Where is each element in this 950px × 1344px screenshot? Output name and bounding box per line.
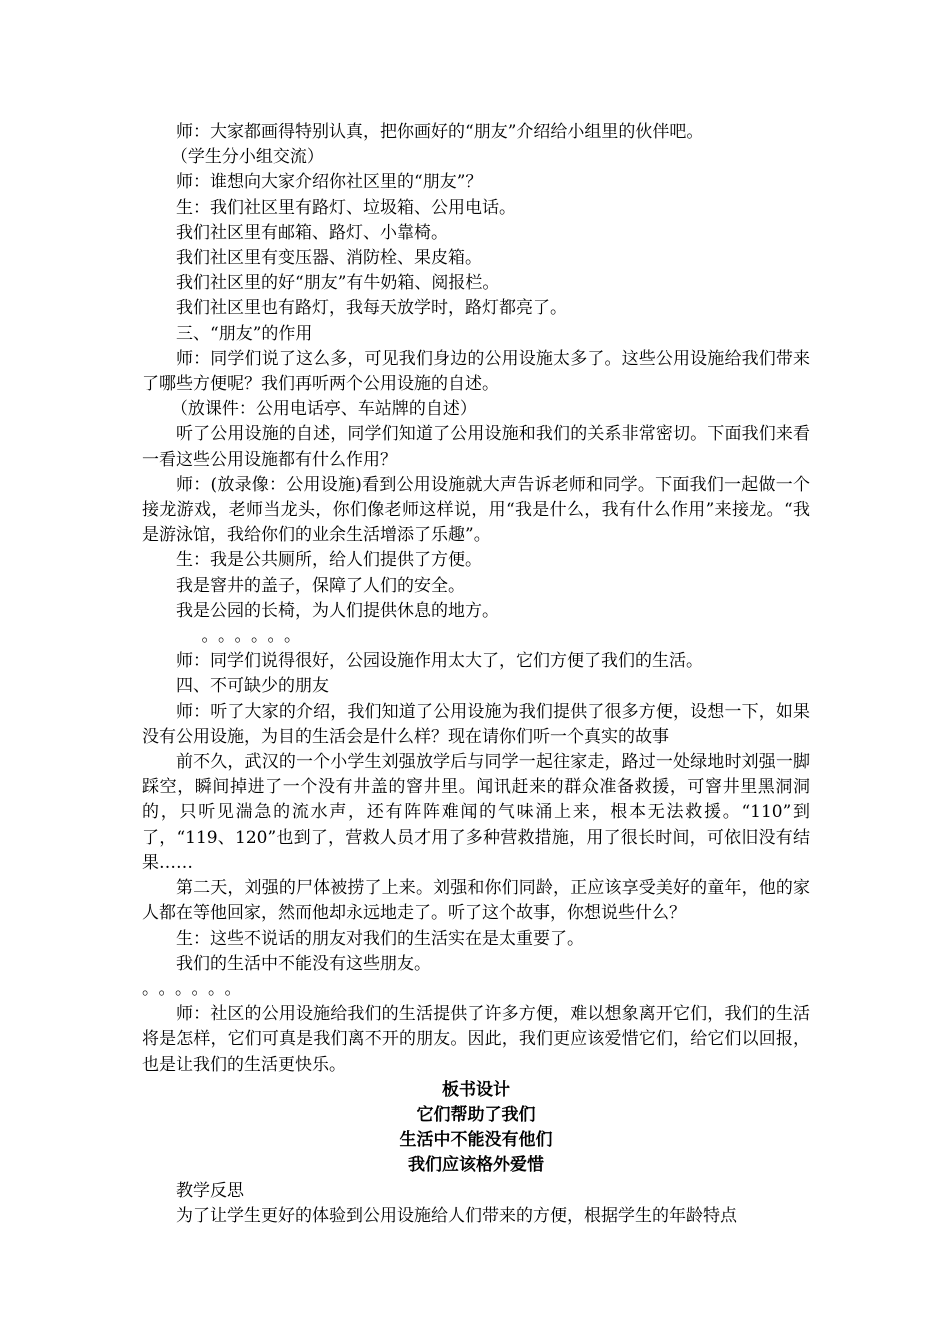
paragraph-teacher-question: 师：谁想向大家介绍你社区里的“朋友”？: [176, 172, 483, 193]
section-heading-three: 三、“朋友”的作用: [176, 323, 313, 344]
board-line-3: 我们应该格外爱惜: [408, 1155, 544, 1176]
paragraph-courseware: （放课件：公用电话亭、车站牌的自述）: [170, 399, 477, 420]
paragraph-student-relay-1: 生：我是公共厕所，给人们提供了方便。: [176, 550, 482, 571]
paragraph-teacher-imagine: 师：听了大家的介绍，我们知道了公用设施为我们提供了很多方便，设想一下，如果没有公用设施，为目的生活会是什么样？现在请你们听一个真实的故事: [142, 701, 810, 747]
paragraph-teacher-praise: 师：同学们说得很好，公园设施作用太大了，它们方便了我们的生活。: [176, 651, 703, 672]
paragraph-story-ending: 第二天，刘强的尸体被捞了上来。刘强和你们同龄，正应该享受美好的童年，他的家人都在等他回家，然而他却永远地走了。听了这个故事，你想说些什么？: [142, 878, 810, 924]
paragraph-group-exchange: （学生分小组交流）: [170, 147, 324, 168]
paragraph-student-answer-5: 我们社区里也有路灯，我每天放学时，路灯都亮了。: [176, 298, 567, 319]
paragraph-relay-game: 师：(放录像：公用设施)看到公用设施就大声告诉老师和同学。下面我们一起做一个接龙游戏，老师当龙头，你们像老师这样说，用“我是什么，我有什么作用”来接龙。“我是游泳馆，我给你们的业余生活增添了乐趣”。: [142, 474, 810, 546]
paragraph-story: 前不久，武汉的一个小学生刘强放学后与同学一起往家走，路过一处绿地时刘强一脚踩空，瞬间掉进了一个没有井盖的窨井里。闻讯赶来的群众准备救援，可窨井里黑洞洞的，只听见湍急的流水声，还有阵阵难闻的气味涌上来，根本无法救援。“110”到了，“119、120”也到了，营救人员才用了多种营救措施，用了很长时间，可依旧没有结果……: [142, 752, 810, 873]
paragraph-student-answer-2: 我们社区里有邮箱、路灯、小靠椅。: [176, 222, 448, 243]
paragraph-student-relay-2: 我是窨井的盖子，保障了人们的安全。: [176, 575, 465, 596]
board-line-2: 生活中不能没有他们: [399, 1130, 553, 1151]
paragraph-student-relay-3: 我是公园的长椅，为人们提供休息的地方。: [176, 600, 499, 621]
document-page: [142, 120, 810, 1229]
ellipsis-dots-1: 。。。。。。: [201, 626, 309, 647]
paragraph-teacher-intro: 师：大家都画得特别认真，把你画好的“朋友”介绍给小组里的伙伴吧。: [176, 122, 704, 142]
paragraph-student-reflect-2: 我们的生活中不能没有这些朋友。: [176, 953, 431, 974]
paragraph-teacher-conclusion: 师：社区的公用设施给我们的生活提供了许多方便，难以想象离开它们，我们的生活将是怎样，它们可真是我们离不开的朋友。因此，我们更应该爱惜它们，给它们以回报，也是让我们的生活更快乐。: [142, 1004, 810, 1075]
board-line-1: 它们帮助了我们: [416, 1104, 536, 1125]
paragraph-student-answer-3: 我们社区里有变压器、消防栓、果皮箱。: [176, 248, 482, 269]
paragraph-self-description: 听了公用设施的自述，同学们知道了公用设施和我们的关系非常密切。下面我们来看一看这些公用设施都有什么作用？: [142, 424, 810, 470]
ellipsis-dots-2: 。。。。。。: [142, 978, 250, 999]
section-heading-four: 四、不可缺少的朋友: [176, 676, 329, 697]
paragraph-teacher-summary: 师：同学们说了这么多，可见我们身边的公用设施太多了。这些公用设施给我们带来了哪些方便呢？我们再听两个公用设施的自述。: [142, 348, 810, 395]
paragraph-student-reflect-1: 生：这些不说话的朋友对我们的生活实在是太重要了。: [176, 928, 584, 949]
reflection-heading: 教学反思: [176, 1180, 244, 1201]
paragraph-student-answer-4: 我们社区里的好“朋友”有牛奶箱、阅报栏。: [176, 273, 500, 294]
board-design-title: 板书设计: [442, 1079, 510, 1100]
paragraph-student-answer-1: 生：我们社区里有路灯、垃圾箱、公用电话。: [176, 197, 516, 218]
reflection-text: 为了让学生更好的体验到公用设施给人们带来的方便，根据学生的年龄特点: [176, 1205, 737, 1226]
